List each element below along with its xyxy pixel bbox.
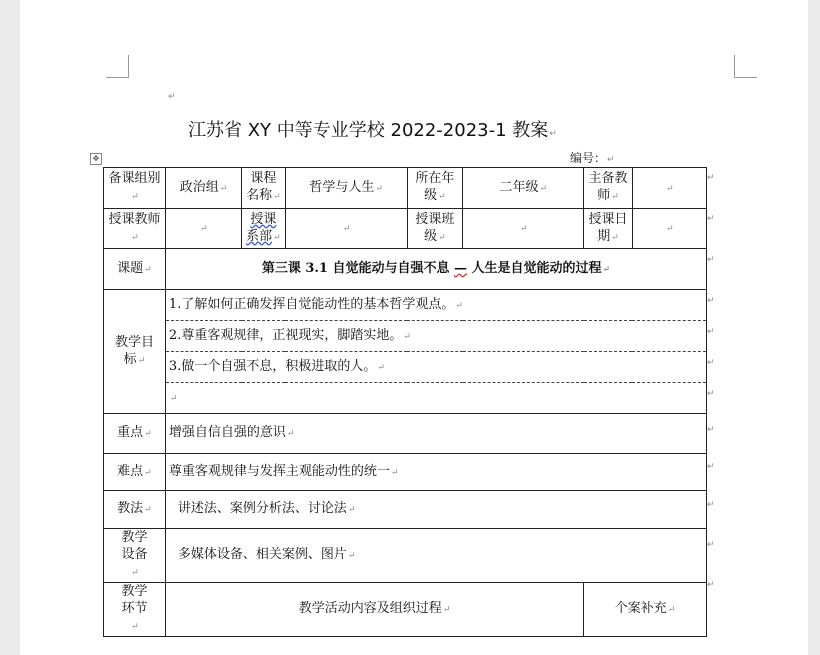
row-end-mark: ↵ (707, 500, 715, 510)
key-point-value[interactable]: 增强自信自强的意识↵ (165, 414, 706, 454)
row-end-mark: ↵ (707, 358, 715, 368)
dept-value[interactable]: ↵ (285, 209, 407, 249)
header-row-1 (104, 168, 707, 209)
row-end-mark: ↵ (707, 462, 715, 472)
class-label[interactable]: 授课班级↵ (407, 209, 463, 249)
document-page (20, 0, 808, 655)
row-end-mark: ↵ (707, 255, 715, 265)
method-label[interactable]: 教法↵ (104, 491, 166, 529)
topic-label[interactable]: 课题↵ (104, 249, 166, 290)
crop-mark-top-left (106, 55, 129, 78)
method-row (104, 491, 707, 529)
process-supplement-header[interactable]: 个案补充↵ (584, 583, 707, 637)
equipment-value[interactable]: 多媒体设备、相关案例、图片↵ (165, 529, 706, 583)
row-end-mark: ↵ (707, 327, 715, 337)
equipment-label[interactable]: 教学设备↵ (104, 529, 166, 583)
lead-teacher-label[interactable]: 主备教师↵ (584, 168, 633, 209)
teacher-value[interactable]: ↵ (165, 209, 241, 249)
crop-mark-top-right (734, 55, 757, 78)
table-move-handle-icon[interactable]: ✥ (90, 153, 102, 165)
prep-group-value[interactable]: 政治组↵ (165, 168, 241, 209)
dept-label[interactable]: 授课系部↵ (242, 209, 286, 249)
goal-item-2[interactable]: 2.尊重客观规律，正视现实，脚踏实地。↵ (165, 321, 706, 352)
difficulty-label[interactable]: 难点↵ (104, 454, 166, 491)
goal-row-3 (104, 352, 707, 383)
method-value[interactable]: 讲述法、案例分析法、讨论法↵ (165, 491, 706, 529)
row-end-mark: ↵ (707, 425, 715, 435)
row-end-mark: ↵ (707, 580, 715, 590)
equipment-row (104, 529, 707, 583)
goal-item-3[interactable]: 3.做一个自强不息，积极进取的人。↵ (165, 352, 706, 383)
grade-value[interactable]: 二年级↵ (463, 168, 584, 209)
goals-label[interactable]: 教学目标↵ (104, 290, 166, 414)
topic-row (104, 249, 707, 290)
date-value[interactable]: ↵ (632, 209, 706, 249)
process-label[interactable]: 教学环节↵ (104, 583, 166, 637)
process-content-header[interactable]: 教学活动内容及组织过程↵ (165, 583, 583, 637)
class-value[interactable]: ↵ (463, 209, 584, 249)
topic-value[interactable]: 第三课 3.1 自觉能动与自强不息 — 人生是自觉能动的过程↵ (165, 249, 706, 290)
lesson-plan-table (103, 167, 707, 637)
row-end-mark: ↵ (707, 540, 715, 550)
key-point-row (104, 414, 707, 454)
row-end-mark: ↵ (707, 214, 715, 224)
document-title[interactable]: 江苏省 XY 中等专业学校 2022-2023-1 教案↵ (188, 120, 557, 141)
key-point-label[interactable]: 重点↵ (104, 414, 166, 454)
teacher-label[interactable]: 授课教师↵ (104, 209, 166, 249)
lead-teacher-value[interactable]: ↵ (632, 168, 706, 209)
row-end-mark: ↵ (707, 173, 715, 183)
difficulty-row (104, 454, 707, 491)
goal-row-4 (104, 383, 707, 414)
goal-row-2 (104, 321, 707, 352)
paragraph-mark: ↵ (168, 92, 176, 102)
difficulty-value[interactable]: 尊重客观规律与发挥主观能动性的统一↵ (165, 454, 706, 491)
header-row-2 (104, 209, 707, 249)
course-label[interactable]: 课程名称↵ (242, 168, 286, 209)
process-row (104, 583, 707, 637)
serial-number[interactable]: 编号：↵ (570, 151, 615, 165)
date-label[interactable]: 授课日期↵ (584, 209, 633, 249)
row-end-mark: ↵ (707, 389, 715, 399)
row-end-mark: ↵ (707, 296, 715, 306)
goal-item-1[interactable]: 1.了解如何正确发挥自觉能动性的基本哲学观点。↵ (165, 290, 706, 321)
goal-row-1 (104, 290, 707, 321)
goal-item-4[interactable]: ↵ (165, 383, 706, 414)
course-value[interactable]: 哲学与人生↵ (285, 168, 407, 209)
grade-label[interactable]: 所在年级↵ (407, 168, 463, 209)
prep-group-label[interactable]: 备课组别↵ (104, 168, 166, 209)
